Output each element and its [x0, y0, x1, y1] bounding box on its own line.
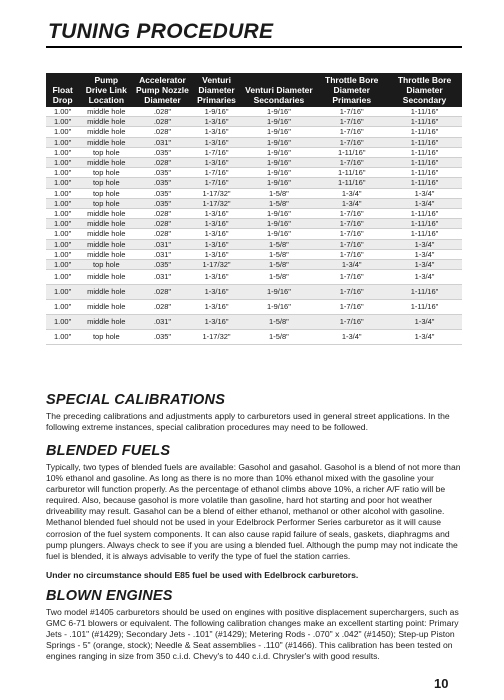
column-header	[316, 73, 387, 107]
table-cell: 1-7/16"	[316, 229, 387, 239]
table-cell: 1-17/32"	[192, 198, 242, 208]
e85-warning: Under no circumstance should E85 fuel be used with Edelbrock carburetors.	[46, 570, 359, 580]
table-cell: 1-11/16"	[387, 147, 462, 157]
column-header-line: Venturi Diameter	[245, 85, 313, 95]
table-cell: 1-9/16"	[241, 285, 316, 300]
table-cell: 1-3/16"	[192, 137, 242, 147]
table-cell: .028"	[133, 300, 191, 315]
table-cell: 1-9/16"	[241, 158, 316, 168]
table-cell: .031"	[133, 249, 191, 259]
table-cell: 1-9/16"	[241, 168, 316, 178]
table-cell: 1-9/16"	[241, 147, 316, 157]
column-header-line: Venturi	[202, 75, 231, 85]
blown-engines-heading: BLOWN ENGINES	[46, 588, 173, 604]
page-number: 10	[434, 676, 449, 691]
table-cell: 1.00"	[46, 219, 79, 229]
table-cell: 1-9/16"	[241, 127, 316, 137]
table-row	[46, 300, 462, 315]
table-cell: 1-17/32"	[192, 330, 242, 345]
table-cell: 1-3/4"	[316, 188, 387, 198]
table-cell: 1-3/16"	[192, 117, 242, 127]
table-cell: top hole	[79, 330, 133, 345]
table-cell: 1-11/16"	[387, 285, 462, 300]
column-header-line: Pump Nozzle	[136, 85, 189, 95]
table-cell: .031"	[133, 239, 191, 249]
table-cell: 1-3/4"	[387, 270, 462, 285]
column-header	[46, 73, 79, 107]
table-cell: 1-7/16"	[316, 285, 387, 300]
table-cell: 1-11/16"	[387, 219, 462, 229]
table-row	[46, 209, 462, 219]
table-cell: .035"	[133, 168, 191, 178]
table-cell: 1-3/4"	[387, 198, 462, 208]
table-row	[46, 285, 462, 300]
table-row	[46, 158, 462, 168]
table-cell: 1-9/16"	[241, 209, 316, 219]
table-cell: .035"	[133, 198, 191, 208]
table-cell: top hole	[79, 188, 133, 198]
table-cell: 1-9/16"	[241, 117, 316, 127]
table-cell: 1-11/16"	[387, 229, 462, 239]
tuning-table	[46, 73, 462, 345]
column-header-line: Diameter	[333, 85, 370, 95]
table-cell: 1-3/16"	[192, 270, 242, 285]
table-cell: 1.00"	[46, 188, 79, 198]
table-cell: 1-3/4"	[387, 188, 462, 198]
blended-fuels-text: Typically, two types of blended fuels are available: Gasohol and gasahol. Gasohol is a blend of not more than 10% ethanol and gasoline. As long as there is no more than 10% ethanol mixed with the gasoline your carburetor will function properly. As the percentage of ethanol climbs above 10%, a richer A/F ratio will be required. Also, because gasohol is more volatile than gasoline, hard hot starting and poor hot weather driveability may result. Gasahol can be a blend of either ethanol, methanol or other alcohol with gasoline. Methanol blended fuel should not be used in your Edelbrock Performer Series carburetor as it will cause corrosion of the fuel system components. It can also cause rapid failure of seals, gaskets, diaphragms and pump plungers. Always check to see if you are using a blended fuel. Although the pump may not indicate the fuel is blended, it is always advisable to verify the type of fuel the station carries.	[46, 462, 461, 561]
table-row	[46, 117, 462, 127]
table-cell: 1-7/16"	[316, 239, 387, 249]
table-cell: 1-11/16"	[316, 168, 387, 178]
table-cell: 1.00"	[46, 198, 79, 208]
table-cell: 1-17/32"	[192, 188, 242, 198]
column-header-line: Throttle Bore	[397, 75, 452, 85]
table-cell: middle hole	[79, 249, 133, 259]
table-cell: 1.00"	[46, 260, 79, 270]
table-cell: 1-3/16"	[192, 285, 242, 300]
table-cell: .031"	[133, 137, 191, 147]
blown-engines-text: Two model #1405 carburetors should be used on engines with positive displacement superchargers, such as GMC 6-71 blowers or equivalent. The following calibration changes make an excellent starting point: Primary Jets - .101" (#1429); Secondary Jets - .101" (#1429); Metering Rods - .070" x .042" (#1450); Step-up Piston Springs - 5" (orange, stock); Needle & Seat assemblies - .110" (#1466). This calibration has been tested on engines ranging in size from 350 c.i.d. Chevy's to 440 c.i.d. Chrysler's with good results.	[46, 607, 459, 662]
table-row	[46, 168, 462, 178]
table-cell: middle hole	[79, 315, 133, 330]
table-cell: 1-5/8"	[241, 315, 316, 330]
table-cell: .035"	[133, 330, 191, 345]
table-cell: middle hole	[79, 219, 133, 229]
table-cell: 1-5/8"	[241, 239, 316, 249]
table-row	[46, 270, 462, 285]
table-cell: 1.00"	[46, 209, 79, 219]
table-cell: 1.00"	[46, 300, 79, 315]
table-cell: 1-3/16"	[192, 219, 242, 229]
table-cell: middle hole	[79, 107, 133, 117]
table-cell: middle hole	[79, 137, 133, 147]
page-title: TUNING PROCEDURE	[48, 20, 274, 43]
column-header-line: Diameter	[198, 85, 235, 95]
table-cell: 1-11/16"	[387, 209, 462, 219]
table-cell: 1-17/32"	[192, 260, 242, 270]
table-cell: 1.00"	[46, 137, 79, 147]
table-cell: 1-9/16"	[241, 178, 316, 188]
table-cell: 1-3/4"	[387, 249, 462, 259]
table-cell: 1-7/16"	[192, 147, 242, 157]
table-cell: .028"	[133, 219, 191, 229]
table-cell: 1-5/8"	[241, 198, 316, 208]
table-cell: 1-11/16"	[387, 178, 462, 188]
table-cell: 1-3/4"	[316, 330, 387, 345]
table-cell: 1-11/16"	[387, 137, 462, 147]
table-cell: 1-5/8"	[241, 188, 316, 198]
table-cell: 1-3/4"	[316, 198, 387, 208]
table-cell: top hole	[79, 198, 133, 208]
column-header-line: Drop	[52, 95, 73, 105]
table-cell: 1-7/16"	[192, 178, 242, 188]
table-cell: 1-11/16"	[387, 127, 462, 137]
table-cell: 1.00"	[46, 285, 79, 300]
table-cell: .028"	[133, 158, 191, 168]
column-header-line: Diameter	[144, 95, 181, 105]
table-cell: 1.00"	[46, 249, 79, 259]
table-row	[46, 239, 462, 249]
column-header-line: Diameter	[406, 85, 443, 95]
table-cell: 1-3/4"	[387, 260, 462, 270]
table-cell: top hole	[79, 260, 133, 270]
table-cell: middle hole	[79, 239, 133, 249]
table-cell: .035"	[133, 188, 191, 198]
table-cell: 1-3/16"	[192, 239, 242, 249]
blended-fuels-heading: BLENDED FUELS	[46, 443, 171, 459]
column-header-line: Pump	[94, 75, 119, 85]
table-cell: 1.00"	[46, 158, 79, 168]
column-header-line: Secondaries	[253, 95, 305, 105]
column-header-line: Float	[52, 85, 73, 95]
column-header-line: Primaries	[332, 95, 372, 105]
table-cell: 1-7/16"	[316, 300, 387, 315]
table-cell: 1.00"	[46, 229, 79, 239]
table-row	[46, 107, 462, 117]
table-cell: .031"	[133, 315, 191, 330]
table-body	[46, 107, 462, 345]
table-cell: 1-11/16"	[387, 168, 462, 178]
table-cell: 1.00"	[46, 270, 79, 285]
table-cell: middle hole	[79, 270, 133, 285]
table-row	[46, 315, 462, 330]
table-cell: 1-7/16"	[316, 209, 387, 219]
column-header-line: Drive Link	[85, 85, 127, 95]
table-cell: 1-9/16"	[192, 107, 242, 117]
table-cell: 1-5/8"	[241, 260, 316, 270]
table-cell: 1.00"	[46, 107, 79, 117]
table-cell: 1-7/16"	[316, 270, 387, 285]
table-cell: 1.00"	[46, 315, 79, 330]
table-cell: .028"	[133, 127, 191, 137]
table-cell: middle hole	[79, 117, 133, 127]
table-cell: 1-11/16"	[387, 158, 462, 168]
column-header	[387, 73, 462, 107]
column-header-line: Secondary	[402, 95, 447, 105]
column-header	[192, 73, 242, 107]
table-cell: 1-9/16"	[241, 137, 316, 147]
table-row	[46, 127, 462, 137]
table-cell: .028"	[133, 229, 191, 239]
table-row	[46, 229, 462, 239]
table-row	[46, 178, 462, 188]
table-cell: .035"	[133, 260, 191, 270]
table-cell: 1-11/16"	[387, 117, 462, 127]
table-cell: 1.00"	[46, 147, 79, 157]
table-cell: middle hole	[79, 209, 133, 219]
table-cell: 1-3/16"	[192, 300, 242, 315]
table-cell: 1-3/4"	[387, 315, 462, 330]
table-cell: 1-7/16"	[316, 249, 387, 259]
table-row	[46, 330, 462, 345]
table-cell: 1-3/16"	[192, 209, 242, 219]
table-cell: 1-7/16"	[192, 168, 242, 178]
column-header-line: Location	[88, 95, 125, 105]
table-cell: 1.00"	[46, 178, 79, 188]
table-cell: top hole	[79, 168, 133, 178]
table-cell: 1-3/16"	[192, 315, 242, 330]
table-cell: 1-7/16"	[316, 137, 387, 147]
table-cell: 1-3/4"	[387, 330, 462, 345]
table-row	[46, 198, 462, 208]
table-cell: 1.00"	[46, 330, 79, 345]
table-cell: 1-5/8"	[241, 270, 316, 285]
table-cell: 1-9/16"	[241, 229, 316, 239]
column-header-line: Throttle Bore	[325, 75, 379, 85]
table-cell: 1-3/16"	[192, 158, 242, 168]
table-header	[46, 73, 462, 107]
table-row	[46, 260, 462, 270]
table-cell: top hole	[79, 147, 133, 157]
table-row	[46, 188, 462, 198]
table-cell: middle hole	[79, 285, 133, 300]
title-rule	[46, 46, 462, 48]
table-cell: 1.00"	[46, 168, 79, 178]
table-row	[46, 137, 462, 147]
column-header-line: Primaries	[197, 95, 236, 105]
table-cell: 1-7/16"	[316, 315, 387, 330]
table-cell: middle hole	[79, 300, 133, 315]
table-cell: 1-11/16"	[387, 300, 462, 315]
column-header	[133, 73, 191, 107]
table-cell: 1-11/16"	[316, 178, 387, 188]
table-cell: 1-9/16"	[241, 107, 316, 117]
table-cell: 1-7/16"	[316, 158, 387, 168]
table-cell: .028"	[133, 285, 191, 300]
tuning-table-container	[46, 73, 462, 377]
table-cell: 1-9/16"	[241, 300, 316, 315]
table-row	[46, 147, 462, 157]
table-cell: middle hole	[79, 127, 133, 137]
table-cell: 1-7/16"	[316, 117, 387, 127]
table-cell: .031"	[133, 270, 191, 285]
table-cell: middle hole	[79, 158, 133, 168]
table-cell: 1-7/16"	[316, 127, 387, 137]
table-cell: .028"	[133, 117, 191, 127]
table-cell: 1-3/4"	[316, 260, 387, 270]
table-cell: 1-11/16"	[316, 147, 387, 157]
table-cell: 1.00"	[46, 239, 79, 249]
table-cell: 1-9/16"	[241, 219, 316, 229]
table-cell: 1-3/4"	[387, 239, 462, 249]
table-cell: .035"	[133, 178, 191, 188]
table-cell: 1-3/16"	[192, 229, 242, 239]
table-cell: 1-3/16"	[192, 249, 242, 259]
special-calibrations-text: The preceding calibrations and adjustments apply to carburetors used in general street applications. In the following extreme instances, special calibration procedures may need to be followed.	[46, 411, 450, 433]
table-cell: 1-5/8"	[241, 249, 316, 259]
table-cell: 1-11/16"	[387, 107, 462, 117]
table-cell: .028"	[133, 107, 191, 117]
table-cell: 1-7/16"	[316, 107, 387, 117]
table-cell: top hole	[79, 178, 133, 188]
table-cell: 1-5/8"	[241, 330, 316, 345]
column-header	[79, 73, 133, 107]
table-cell: .035"	[133, 147, 191, 157]
table-cell: 1.00"	[46, 117, 79, 127]
table-cell: .028"	[133, 209, 191, 219]
table-cell: 1-7/16"	[316, 219, 387, 229]
table-cell: 1.00"	[46, 127, 79, 137]
table-row	[46, 249, 462, 259]
special-calibrations-heading: SPECIAL CALIBRATIONS	[46, 392, 226, 408]
table-cell: 1-3/16"	[192, 127, 242, 137]
table-row	[46, 219, 462, 229]
column-header-line: Accelerator	[139, 75, 186, 85]
column-header	[241, 73, 316, 107]
table-cell: middle hole	[79, 229, 133, 239]
